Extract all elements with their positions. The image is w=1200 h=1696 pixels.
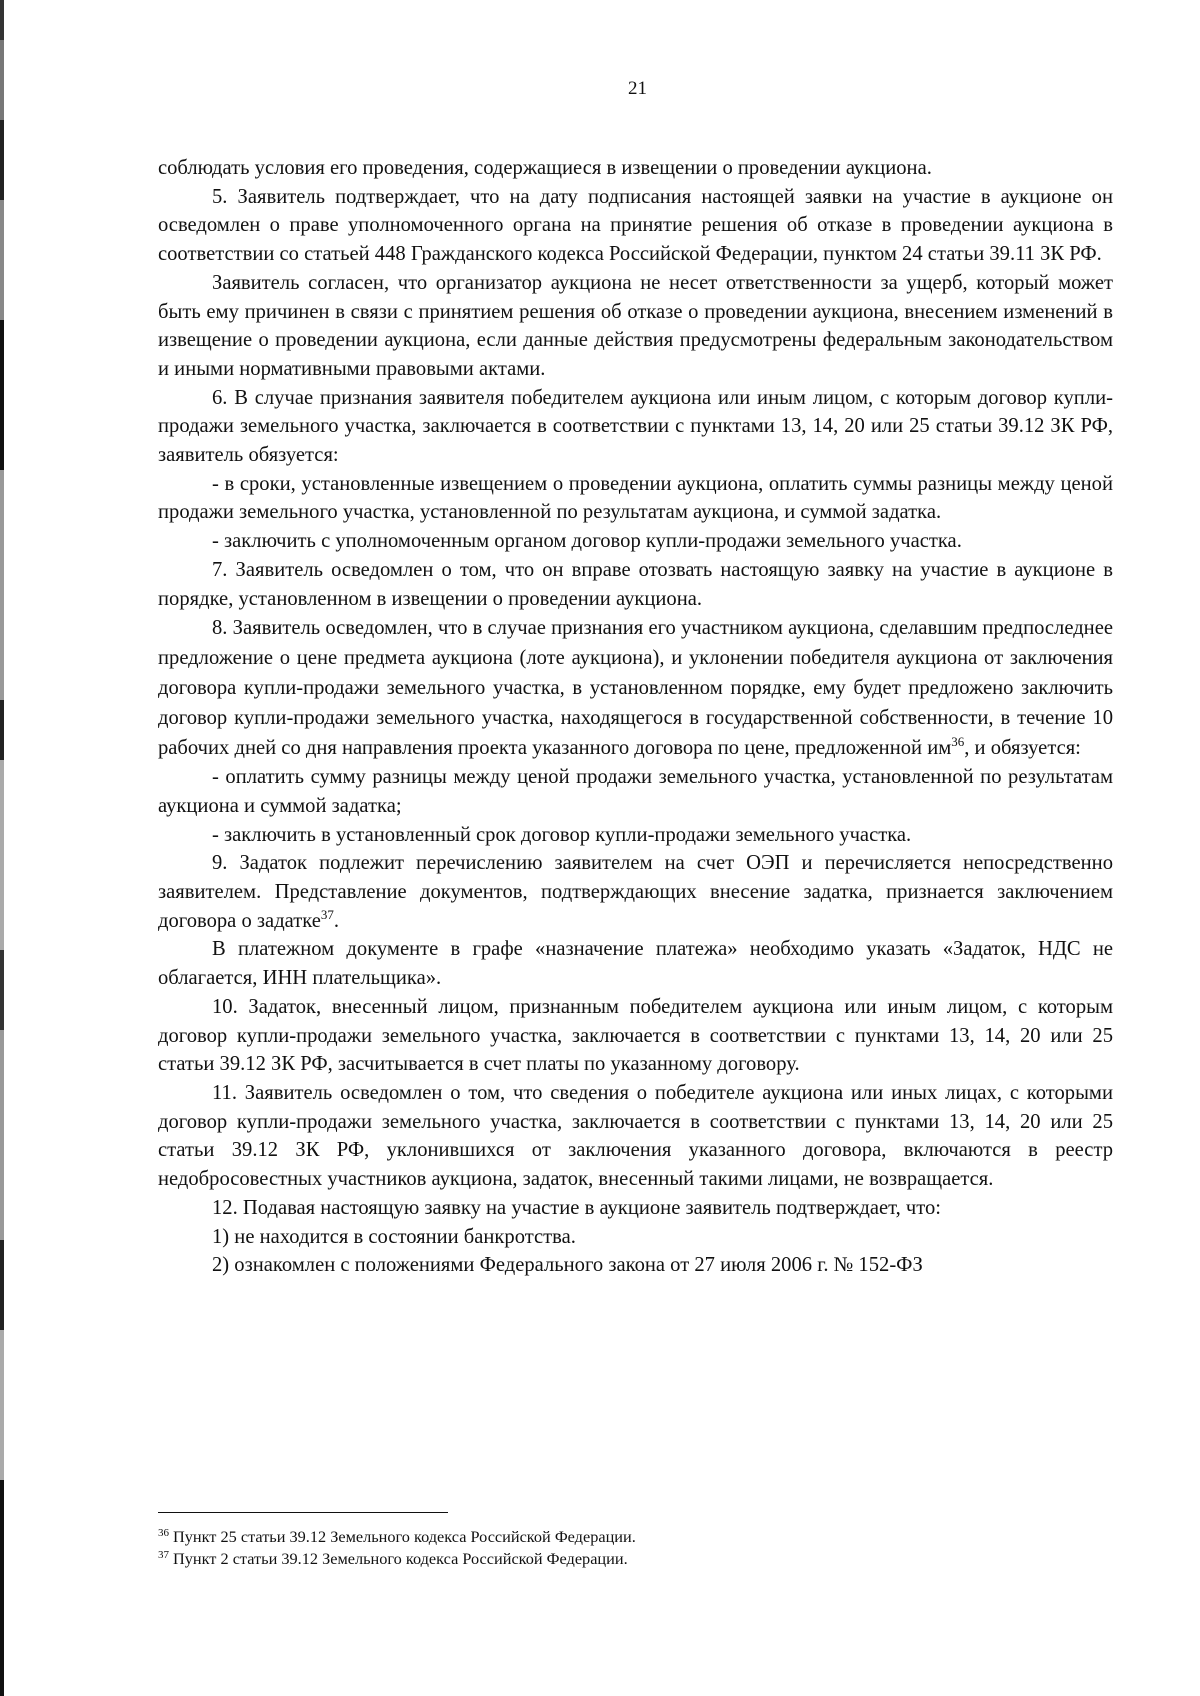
paragraph-obligation-contract: - заключить с уполномоченным органом договор купли-продажи земельного участка. <box>212 530 962 553</box>
page-number: 21 <box>628 78 647 99</box>
paragraph-item-9: 9. Задаток подлежит перечислению заявителем на счет ОЭП и перечисляется непосредственно заявителем. Представление документов, подтверждающих внесение задатка, признается заключением договора о задатке$^{37}$. <box>158 852 1113 932</box>
paragraph-continuation: соблюдать условия его проведения, содержащиеся в извещении о проведении аукциона. <box>158 157 932 179</box>
paragraph-item-12-2: 2) ознакомлен с положениями Федерального закона от 27 июля 2006 г. № 152-ФЗ <box>212 1254 923 1277</box>
paragraph-obligation-pay-difference: - оплатить сумму разницы между ценой продажи земельного участка, установленной по результатам аукциона и суммой задатка; <box>158 766 1113 817</box>
footnote-37: $^{37}$ Пункт 2 статьи 39.12 Земельного кодекса Российской Федерации. <box>158 1549 628 1568</box>
paragraph-item-5: 5. Заявитель подтверждает, что на дату подписания настоящей заявки на участие в аукционе он осведомлен о праве уполномоченного органа на принятие решения об отказе в проведении аукциона в соответствии со статьей 448 Гражданского кодекса Российской Федерации, пунктом 24 статьи 39.11 ЗК РФ. <box>158 185 1113 266</box>
paragraph-item-6: 6. В случае признания заявителя победителем аукциона или иным лицом, с которым договор купли-продажи земельного участка, заключается в соответствии с пунктами 13, 14, 20 или 25 статьи 39.12 ЗК РФ, заявитель обязуется: <box>158 386 1113 467</box>
scan-edge-artifact <box>0 0 4 1696</box>
document-body <box>158 154 1113 1280</box>
paragraph-item-7: 7. Заявитель осведомлен о том, что он вправе отозвать настоящую заявку на участие в аукционе в порядке, установленном в извещении о проведении аукциона. <box>158 558 1113 610</box>
footnotes <box>158 1526 1113 1570</box>
footnote-divider <box>158 1512 448 1513</box>
paragraph-item-12-1: 1) не находится в состоянии банкротства. <box>212 1225 576 1248</box>
paragraph-obligation-pay: - в сроки, установленные извещением о проведении аукциона, оплатить суммы разницы между ценой продажи земельного участка, установленной по результатам аукциона, и суммой задатка. <box>158 472 1113 524</box>
paragraph-obligation-sign: - заключить в установленный срок договор купли-продажи земельного участка. <box>212 823 912 846</box>
footnote-ref-36: 36 <box>951 734 965 750</box>
paragraph-item-11: 11. Заявитель осведомлен о том, что сведения о победителе аукциона или иных лицах, с которыми договор купли-продажи земельного участка, заключается в соответствии с пунктами 13, 14, 20 или 25 статьи 39.12 ЗК РФ, уклонившихся от заключения указанного договора, включаются в реестр недобросовестных участников аукциона, задаток, внесенный такими лицами, не возвращается. <box>158 1081 1113 1191</box>
footnote-ref-37: 37 <box>320 906 334 922</box>
footnote-36: $^{36}$ Пункт 25 статьи 39.12 Земельного кодекса Российской Федерации. <box>158 1527 636 1546</box>
paragraph-item-10: 10. Задаток, внесенный лицом, признанным победителем аукциона или иным лицом, с которым договор купли-продажи земельного участка, заключается в соответствии с пунктами 13, 14, 20 или 25 статьи 39.12 ЗК РФ, засчитывается в счет платы по указанному договору. <box>158 995 1113 1076</box>
paragraph-payment-purpose: В платежном документе в графе «назначение платежа» необходимо указать «Задаток, НДС не облагается, ИНН плательщика». <box>158 938 1113 990</box>
paragraph-organizer-liability: Заявитель согласен, что организатор аукциона не несет ответственности за ущерб, который может быть ему причинен в связи с принятием решения об отказе о проведении аукциона, внесением изменений в извещение о проведении аукциона, если данные действия предусмотрены федеральным законодательством и иными нормативными правовыми актами. <box>158 271 1113 380</box>
paragraph-item-8: 8. Заявитель осведомлен, что в случае признания его участником аукциона, сделавшим предпоследнее предложение о цене предмета аукциона (лоте аукциона), и уклонении победителя аукциона от заключения договора купли-продажи земельного участка, в установленном порядке, ему будет предложено заключить договор купли-продажи земельного участка, находящегося в государственной собственности, в течение 10 рабочих дней со дня направления проекта указанного договора по цене, предложенной $им^{36}$, и обязуется: <box>158 617 1113 760</box>
paragraph-item-12: 12. Подавая настоящую заявку на участие в аукционе заявитель подтверждает, что: <box>212 1196 942 1219</box>
